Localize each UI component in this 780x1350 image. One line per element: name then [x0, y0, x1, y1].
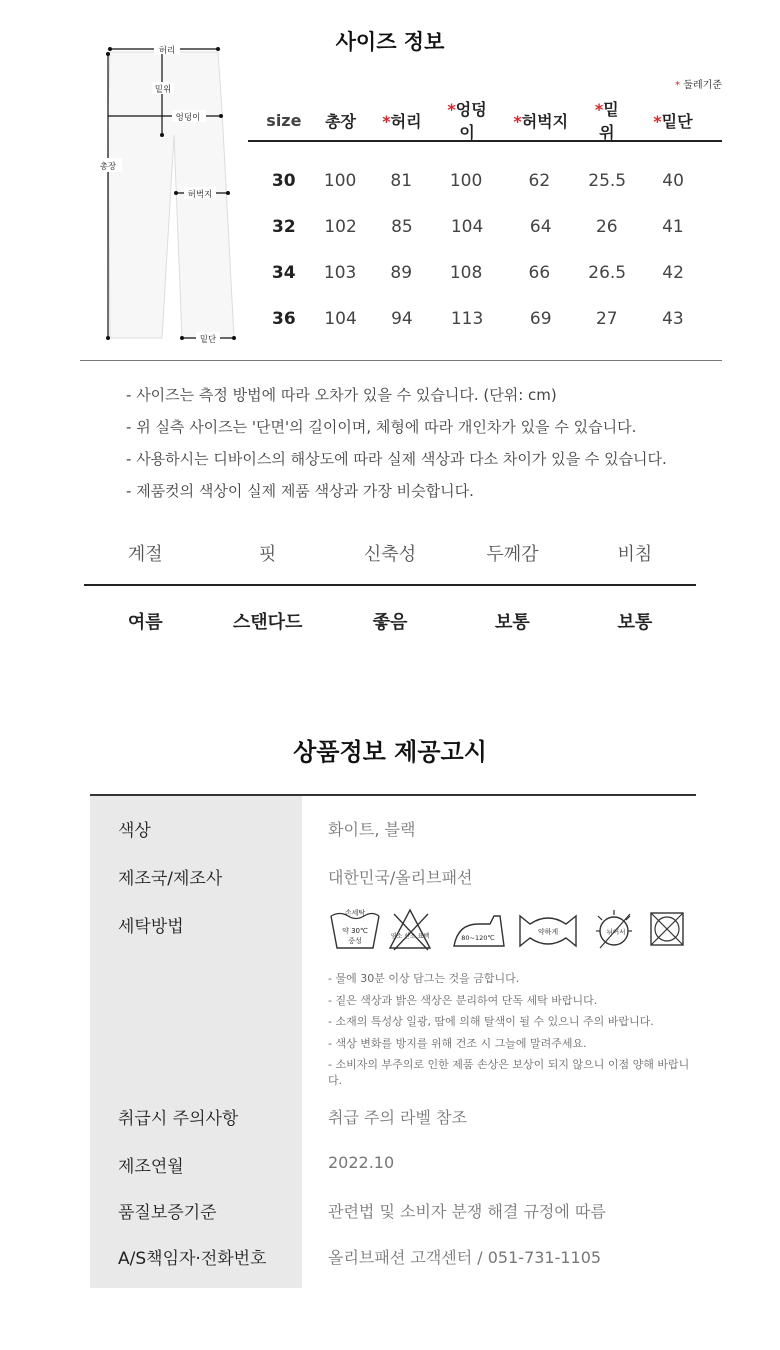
table-cell: 104	[324, 309, 357, 329]
iron-icon	[454, 916, 504, 946]
wash-note-item: - 소재의 특성상 일광, 땀에 의해 탈색이 될 수 있으니 주의 바랍니다.	[328, 1015, 654, 1028]
attr-value-season: 여름	[127, 612, 163, 633]
table-row	[248, 204, 722, 250]
note-item: - 위 실측 사이즈는 '단면'의 길이이며, 체형에 따라 개인차가 있을 수 있습니다.	[126, 416, 667, 448]
table-cell: 104	[450, 217, 484, 237]
svg-text:허벅지: 허벅지	[187, 190, 213, 200]
attr-value-stretch: 좋음	[372, 612, 408, 633]
no-bleach-icon	[390, 910, 430, 950]
wash-care-icons	[328, 908, 688, 954]
value-color: 화이트, 블랙	[328, 820, 416, 839]
table-row	[248, 250, 722, 296]
table-cell: 42	[662, 263, 684, 283]
svg-text:엉덩이: 엉덩이	[175, 113, 201, 123]
measure-basis-label: 둘레기준	[683, 80, 722, 91]
svg-text:염소 산소 표백: 염소 산소 표백	[390, 933, 430, 940]
header-rise: *밑위	[594, 100, 619, 142]
table-cell: 36	[272, 309, 296, 329]
attr-header-stretch: 신축성	[363, 544, 417, 565]
header-length: 총장	[325, 111, 356, 131]
product-info-table	[90, 794, 696, 1288]
value-manufacturer: 대한민국/올리브패션	[328, 868, 473, 887]
note-item: - 사용하시는 디바이스의 해상도에 따라 실제 색상과 다소 차이가 있을 수 있습니다.	[126, 448, 667, 480]
svg-text:약하게: 약하게	[537, 928, 559, 936]
table-cell: 94	[391, 309, 413, 329]
hand-wash-icon	[331, 908, 379, 948]
svg-text:뉘어서: 뉘어서	[606, 928, 626, 936]
attr-value-fit: 스탠다드	[232, 612, 303, 633]
wring-gently-icon	[520, 916, 576, 946]
value-quality-standard: 관련법 및 소비자 분쟁 해결 규정에 따름	[328, 1202, 606, 1221]
table-cell: 102	[324, 217, 357, 237]
table-cell: 85	[391, 217, 413, 237]
table-cell: 113	[450, 309, 484, 329]
attr-value-sheerness: 보통	[617, 612, 653, 633]
required-mark: *	[675, 80, 681, 91]
wash-notes	[328, 970, 696, 1087]
attribute-values	[84, 586, 696, 634]
svg-text:80~120℃: 80~120℃	[461, 934, 495, 942]
header-hem: *밑단	[653, 111, 693, 131]
table-cell: 25.5	[588, 171, 627, 191]
value-manufacture-date: 2022.10	[328, 1153, 395, 1172]
svg-text:약 30℃: 약 30℃	[342, 927, 368, 935]
label-manufacturer: 제조국/제조사	[118, 869, 223, 889]
table-cell: 43	[662, 309, 684, 329]
table-cell: 32	[272, 217, 296, 237]
attr-value-thickness: 보통	[495, 612, 530, 633]
table-cell: 100	[449, 171, 483, 191]
header-thigh: *허벅지	[513, 111, 569, 131]
label-handling: 취급시 주의사항	[118, 1109, 239, 1129]
header-size: size	[266, 110, 302, 130]
table-row	[248, 296, 722, 342]
size-table-header	[248, 100, 722, 142]
label-manufacture-date: 제조연월	[118, 1157, 184, 1177]
no-tumble-dry-icon	[651, 913, 683, 945]
divider	[80, 360, 722, 361]
table-cell: 103	[323, 263, 357, 283]
header-hip: *엉덩이	[447, 100, 487, 142]
size-notes	[126, 384, 667, 512]
table-cell: 69	[529, 309, 552, 329]
wash-note-item: - 색상 변화를 방지를 위해 건조 시 그늘에 말려주세요.	[328, 1036, 587, 1050]
note-item: - 제품컷의 색상이 실제 제품 색상과 가장 비슷합니다.	[126, 480, 667, 512]
table-cell: 30	[271, 171, 296, 191]
table-cell: 81	[390, 171, 413, 191]
value-handling: 취급 주의 라벨 참조	[328, 1108, 467, 1127]
svg-text:총장: 총장	[99, 162, 117, 172]
table-cell: 100	[323, 171, 357, 191]
table-row	[248, 158, 722, 204]
size-section-title: 사이즈 정보	[335, 30, 445, 54]
attribute-table	[84, 540, 696, 634]
table-cell: 26	[595, 217, 618, 237]
attr-header-thickness: 두께감	[486, 544, 539, 565]
svg-text:손세탁: 손세탁	[344, 909, 366, 917]
svg-text:허리: 허리	[158, 46, 176, 56]
label-color: 색상	[118, 821, 151, 841]
size-table-body	[248, 142, 722, 342]
table-cell: 40	[662, 171, 684, 191]
wash-note-item: - 물에 30분 이상 담그는 것을 금합니다.	[328, 972, 520, 985]
size-table	[248, 100, 722, 342]
value-as-contact: 올리브패션 고객센터 / 051-731-1105	[328, 1248, 602, 1267]
label-wash-method: 세탁방법	[118, 917, 184, 937]
table-cell: 27	[595, 309, 618, 329]
measure-basis-note	[675, 76, 722, 91]
table-cell: 34	[271, 263, 296, 283]
attr-header-season: 계절	[127, 544, 163, 565]
table-cell: 108	[449, 263, 483, 283]
product-info-title: 상품정보 제공고시	[293, 738, 487, 766]
note-item: - 사이즈는 측정 방법에 따라 오차가 있을 수 있습니다. (단위: cm)	[126, 384, 667, 416]
attr-header-sheerness: 비침	[617, 544, 653, 565]
label-as-contact: A/S책임자·전화번호	[118, 1249, 267, 1269]
table-cell: 64	[529, 217, 552, 237]
svg-text:밑위: 밑위	[154, 85, 172, 95]
pants-diagram	[88, 40, 248, 350]
table-cell: 62	[528, 171, 551, 191]
table-cell: 41	[662, 217, 684, 237]
dry-flat-icon	[596, 910, 632, 948]
table-cell: 89	[390, 263, 413, 283]
attr-header-fit: 핏	[258, 544, 277, 565]
wash-note-item: - 소비자의 부주의로 인한 제품 손상은 보상이 되지 않으니 이점 양해 바랍니다.	[328, 1058, 690, 1087]
header-waist: *허리	[382, 111, 422, 131]
svg-text:중성: 중성	[348, 937, 362, 945]
attribute-headers	[84, 540, 696, 586]
wash-note-item: - 짙은 색상과 밝은 색상은 분리하여 단독 세탁 바랍니다.	[328, 993, 598, 1007]
svg-text:밑단: 밑단	[199, 335, 217, 345]
table-cell: 66	[528, 263, 551, 283]
label-quality-standard: 품질보증기준	[118, 1203, 217, 1223]
table-cell: 26.5	[588, 263, 627, 283]
